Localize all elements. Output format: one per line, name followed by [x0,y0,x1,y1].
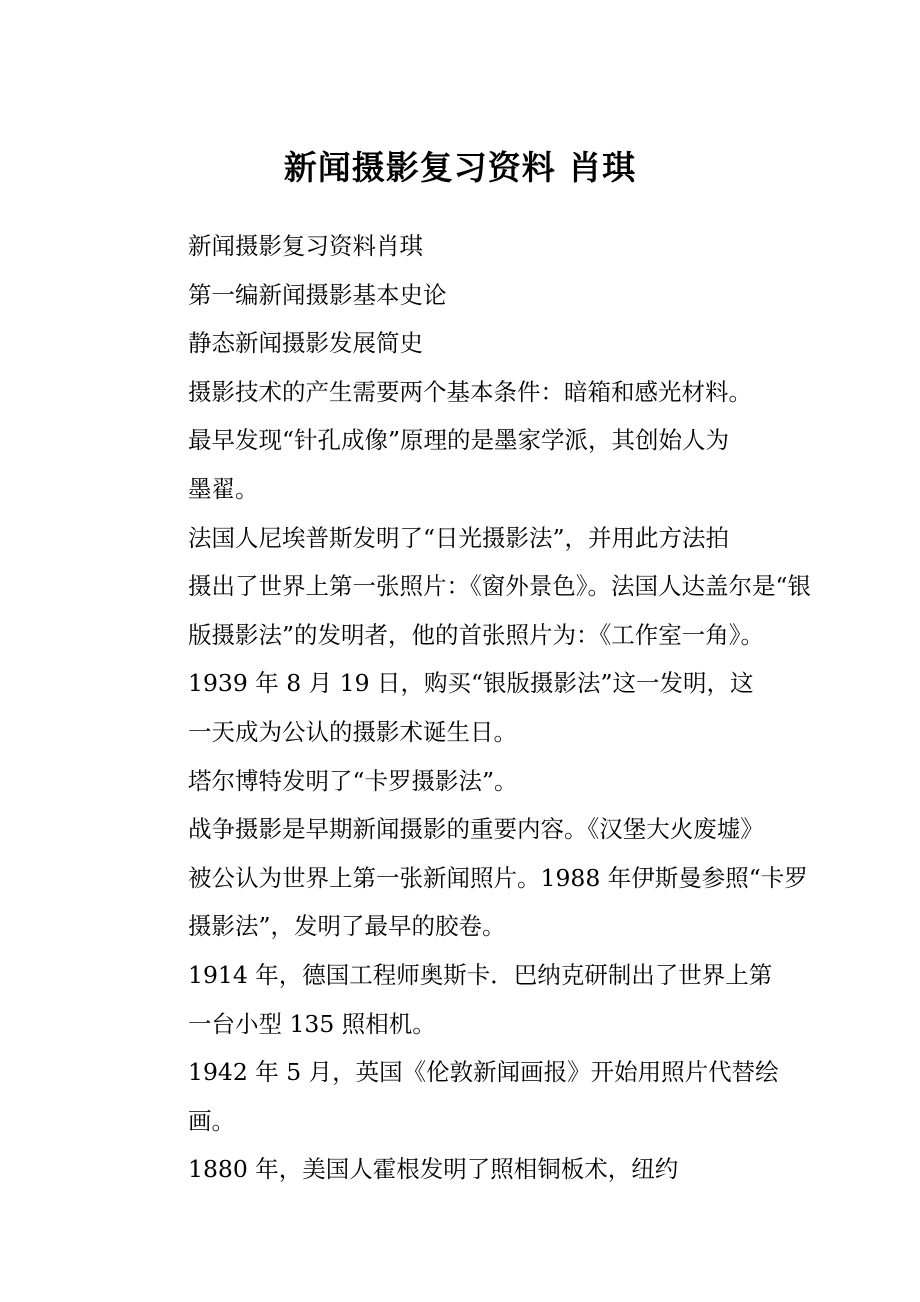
text-line: 法国人尼埃普斯发明了“日光摄影法”，并用此方法拍 [188,523,730,552]
paragraph [140,368,788,417]
paragraph [140,1048,788,1145]
paragraph [140,659,788,756]
paragraph [140,1145,788,1194]
text-line: 摄影技术的产生需要两个基本条件：暗箱和感光材料。 [188,377,752,406]
text-line: 1914 年，德国工程师奥斯卡．巴纳克研制出了世界上第 [188,960,773,989]
text-line: 版摄影法”的发明者，他的首张照片为：《工作室一角》。 [188,620,765,649]
paragraph [140,271,788,320]
text-line: 1942 年 5 月，英国《伦敦新闻画报》开始用照片代替绘 [188,1058,779,1087]
text-line: 1939 年 8 月 19 日，购买“银版摄影法”这一发明，这 [188,669,754,698]
text-line: 一台小型 135 照相机。 [188,1009,436,1038]
paragraph [140,757,788,806]
text-line: 墨翟。 [188,474,259,503]
text-line: 被公认为世界上第一张新闻照片。1988 年伊斯曼参照“卡罗 [188,863,808,892]
paragraph [140,805,808,951]
text-line: 摄出了世界上第一张照片：《窗外景色》。法国人达盖尔是“银 [188,572,812,601]
text-line: 战争摄影是早期新闻摄影的重要内容。《汉堡大火废墟》 [188,815,764,844]
document-body [140,222,812,1194]
text-line: 摄影法”，发明了最早的胶卷。 [188,912,506,941]
paragraph [140,951,788,1048]
text-line: 第一编新闻摄影基本史论 [188,280,447,309]
paragraph [140,319,788,368]
text-line: 一天成为公认的摄影术诞生日。 [188,717,517,746]
paragraph [140,222,788,271]
paragraph [140,416,788,513]
text-line: 最早发现“针孔成像”原理的是墨家学派，其创始人为 [188,426,730,455]
document-title: 新闻摄影复习资料 肖琪 [283,148,637,187]
text-line: 塔尔博特发明了“卡罗摄影法”。 [188,766,518,795]
text-line: 画。 [188,1106,235,1135]
text-line: 1880 年，美国人霍根发明了照相铜板术，纽约 [188,1155,679,1184]
paragraph [140,514,812,660]
text-line: 静态新闻摄影发展简史 [188,329,423,358]
text-line: 新闻摄影复习资料肖琪 [188,232,423,260]
